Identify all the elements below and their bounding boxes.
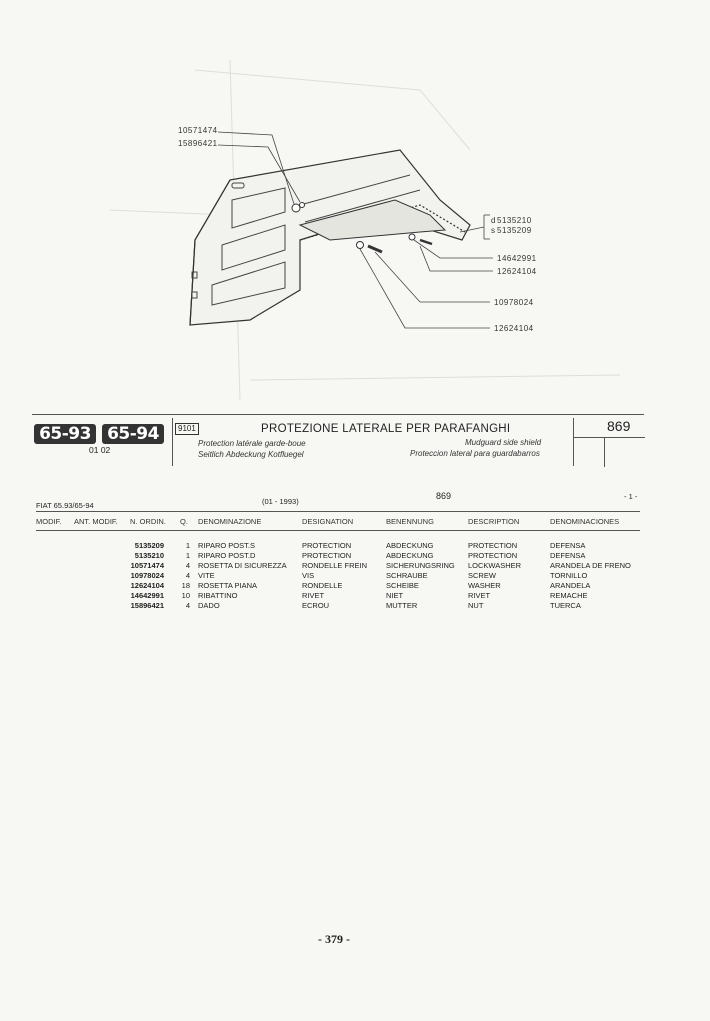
cell-en: WASHER (468, 581, 501, 590)
col-header-fr: DESIGNATION (302, 517, 354, 526)
cell-it: RIPARO POST.D (198, 551, 256, 560)
cell-fr: RONDELLE FREIN (302, 561, 368, 570)
band-page-rule (573, 437, 645, 438)
cell-es: ARANDELA DE FRENO (550, 561, 631, 570)
info-table-number: 869 (436, 491, 452, 501)
cell-ord: 10978024 (130, 571, 164, 580)
col-header-en: DESCRIPTION (468, 517, 520, 526)
callout-12624104-a: 12624104 (497, 267, 537, 276)
callout-side-s: s (491, 226, 496, 235)
cell-it: DADO (198, 601, 220, 610)
cell-it: ROSETTA PIANA (198, 581, 258, 590)
cell-es: TUERCA (550, 601, 581, 610)
cell-en: RIVET (468, 591, 491, 600)
callout-5135209: 5135209 (497, 226, 532, 235)
table-number: 869 (607, 418, 631, 434)
col-header-it: DENOMINAZIONE (198, 517, 262, 526)
cell-de: ABDECKUNG (386, 541, 434, 550)
cell-q: 1 (185, 541, 190, 550)
cell-q: 4 (185, 571, 190, 580)
cell-es: REMACHE (550, 591, 588, 600)
col-header-es: DENOMINACIONES (550, 517, 620, 526)
subtitle-de: Seitlich Abdeckung Kotfluegel (198, 450, 304, 459)
col-header-ant-modif: ANT. MODIF. (74, 517, 118, 526)
sheet-number: - 1 - (624, 492, 638, 501)
band-top-rule (32, 414, 644, 415)
col-header-q: Q. (180, 517, 188, 526)
band-divider-page (604, 437, 605, 467)
cell-q: 4 (185, 561, 190, 570)
col-header-de: BENENNUNG (386, 517, 434, 526)
cell-fr: RIVET (302, 591, 325, 600)
col-header-modif: MODIF. (36, 517, 62, 526)
cell-en: PROTECTION (468, 551, 518, 560)
header-top-rule (36, 511, 640, 512)
cell-it: VITE (198, 571, 215, 580)
model-badge-65-94: 65-94 (102, 424, 164, 444)
table-row (0, 551, 710, 561)
cell-ord: 5135209 (134, 541, 164, 550)
subtitle-fr: Protection latérale garde-boue (198, 439, 306, 448)
callout-14642991: 14642991 (497, 254, 537, 263)
cell-de: NIET (386, 591, 404, 600)
cell-es: DEFENSA (550, 541, 586, 550)
cell-en: LOCKWASHER (468, 561, 522, 570)
cell-ord: 14642991 (130, 591, 164, 600)
callout-5135210: 5135210 (497, 216, 532, 225)
cell-ord: 5135210 (134, 551, 164, 560)
cell-de: ABDECKUNG (386, 551, 434, 560)
cell-ord: 10571474 (130, 561, 164, 570)
cell-fr: PROTECTION (302, 551, 352, 560)
callout-15896421: 15896421 (178, 139, 218, 148)
callout-side-d: d (491, 216, 496, 225)
header-bottom-rule (36, 530, 640, 531)
cell-es: TORNILLO (550, 571, 588, 580)
cell-q: 4 (185, 601, 190, 610)
cell-es: ARANDELA (550, 581, 591, 590)
period: (01 - 1993) (262, 497, 299, 506)
table-row (0, 601, 710, 611)
cell-it: ROSETTA DI SICUREZZA (198, 561, 287, 570)
model-badge-65-93: 65-93 (34, 424, 96, 444)
cell-fr: PROTECTION (302, 541, 352, 550)
page-footer: - 379 - (318, 932, 350, 946)
cell-q: 18 (181, 581, 190, 590)
band-divider-left (172, 418, 173, 466)
cell-it: RIPARO POST.S (198, 541, 255, 550)
model-name: FIAT 65.93/65-94 (36, 501, 94, 510)
date-code: 01 02 (89, 445, 111, 455)
subtitle-en: Mudguard side shield (465, 438, 542, 447)
callout-12624104-b: 12624104 (494, 324, 534, 333)
table-row (0, 581, 710, 591)
group-code: 9101 (175, 423, 199, 435)
cell-es: DEFENSA (550, 551, 586, 560)
page-title: PROTEZIONE LATERALE PER PARAFANGHI (261, 423, 511, 435)
band-divider-right (573, 418, 574, 466)
subtitle-es: Proteccion lateral para guardabarros (410, 449, 540, 458)
cell-ord: 12624104 (130, 581, 164, 590)
cell-q: 10 (181, 591, 190, 600)
cell-ord: 15896421 (130, 601, 164, 610)
cell-it: RIBATTINO (198, 591, 238, 600)
cell-de: SCHRAUBE (386, 571, 428, 580)
table-row (0, 591, 710, 601)
cell-en: NUT (468, 601, 484, 610)
cell-de: MUTTER (386, 601, 418, 610)
cell-de: SICHERUNGSRING (386, 561, 455, 570)
cell-en: SCREW (468, 571, 496, 580)
col-header-n-ordin: N. ORDIN. (130, 517, 166, 526)
cell-q: 1 (185, 551, 190, 560)
cell-fr: ECROU (302, 601, 330, 610)
table-row (0, 561, 710, 571)
cell-fr: RONDELLE (302, 581, 343, 590)
callout-10571474: 10571474 (178, 126, 218, 135)
table-row (0, 541, 710, 551)
table-row (0, 571, 710, 581)
cell-fr: VIS (302, 571, 315, 580)
exploded-parts-diagram (0, 0, 710, 420)
callout-10978024: 10978024 (494, 298, 534, 307)
cell-en: PROTECTION (468, 541, 518, 550)
cell-de: SCHEIBE (386, 581, 419, 590)
